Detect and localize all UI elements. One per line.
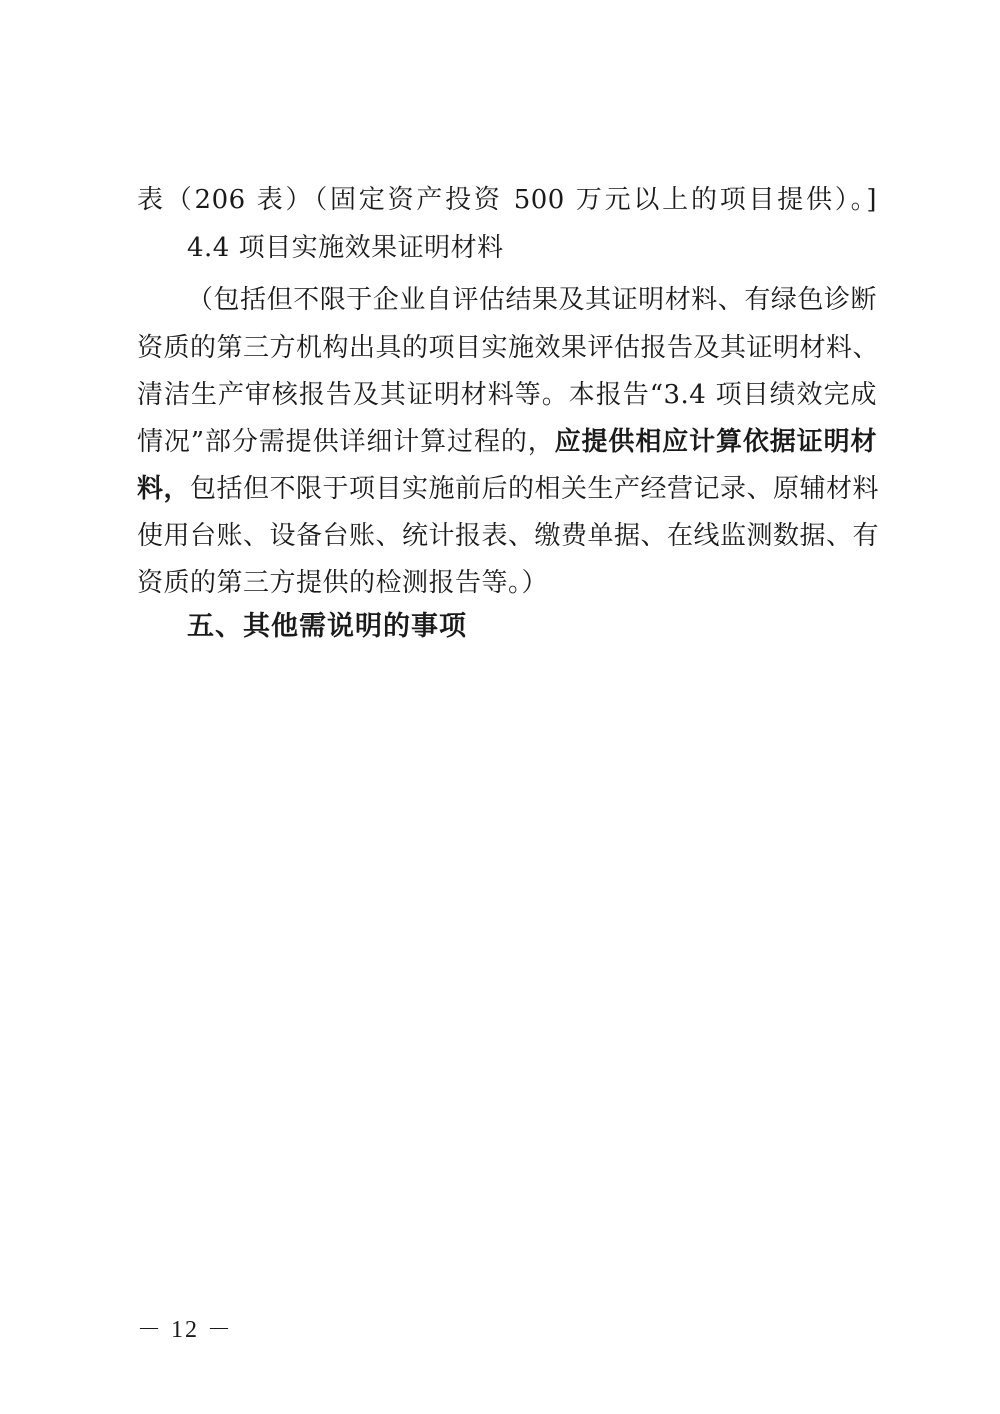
page-number: － 12 － [137,1317,233,1343]
paragraph-line: 使用台账、设备台账、统计报表、缴费单据、在线监测数据、有 [137,521,880,551]
paragraph-line [137,474,880,504]
emphasized-text: 应提供相应计算依据证明材 [554,427,877,457]
paragraph-line: 清洁生产审核报告及其证明材料等。本报告“3.4 项目绩效完成 [137,380,877,410]
paragraph-line: 表（206 表）（固定资产投资 500 万元以上的项目提供）。] [137,185,877,215]
paragraph-line: 资质的第三方机构出具的项目实施效果评估报告及其证明材料、 [137,333,880,363]
subsection-title: 4.4 项目实施效果证明材料 [187,233,504,263]
paragraph-line: 资质的第三方提供的检测报告等。） [137,568,549,598]
section-heading: 五、其他需说明的事项 [187,611,467,642]
paragraph-line [137,427,877,457]
paragraph-line: （包括但不限于企业自评估结果及其证明材料、有绿色诊断 [187,285,877,315]
emphasized-text: 料， [137,474,191,504]
paragraph-text: 情况”部分需提供详细计算过程的， [137,427,555,457]
paragraph-text: 包括但不限于项目实施前后的相关生产经营记录、原辅材料 [190,474,880,504]
